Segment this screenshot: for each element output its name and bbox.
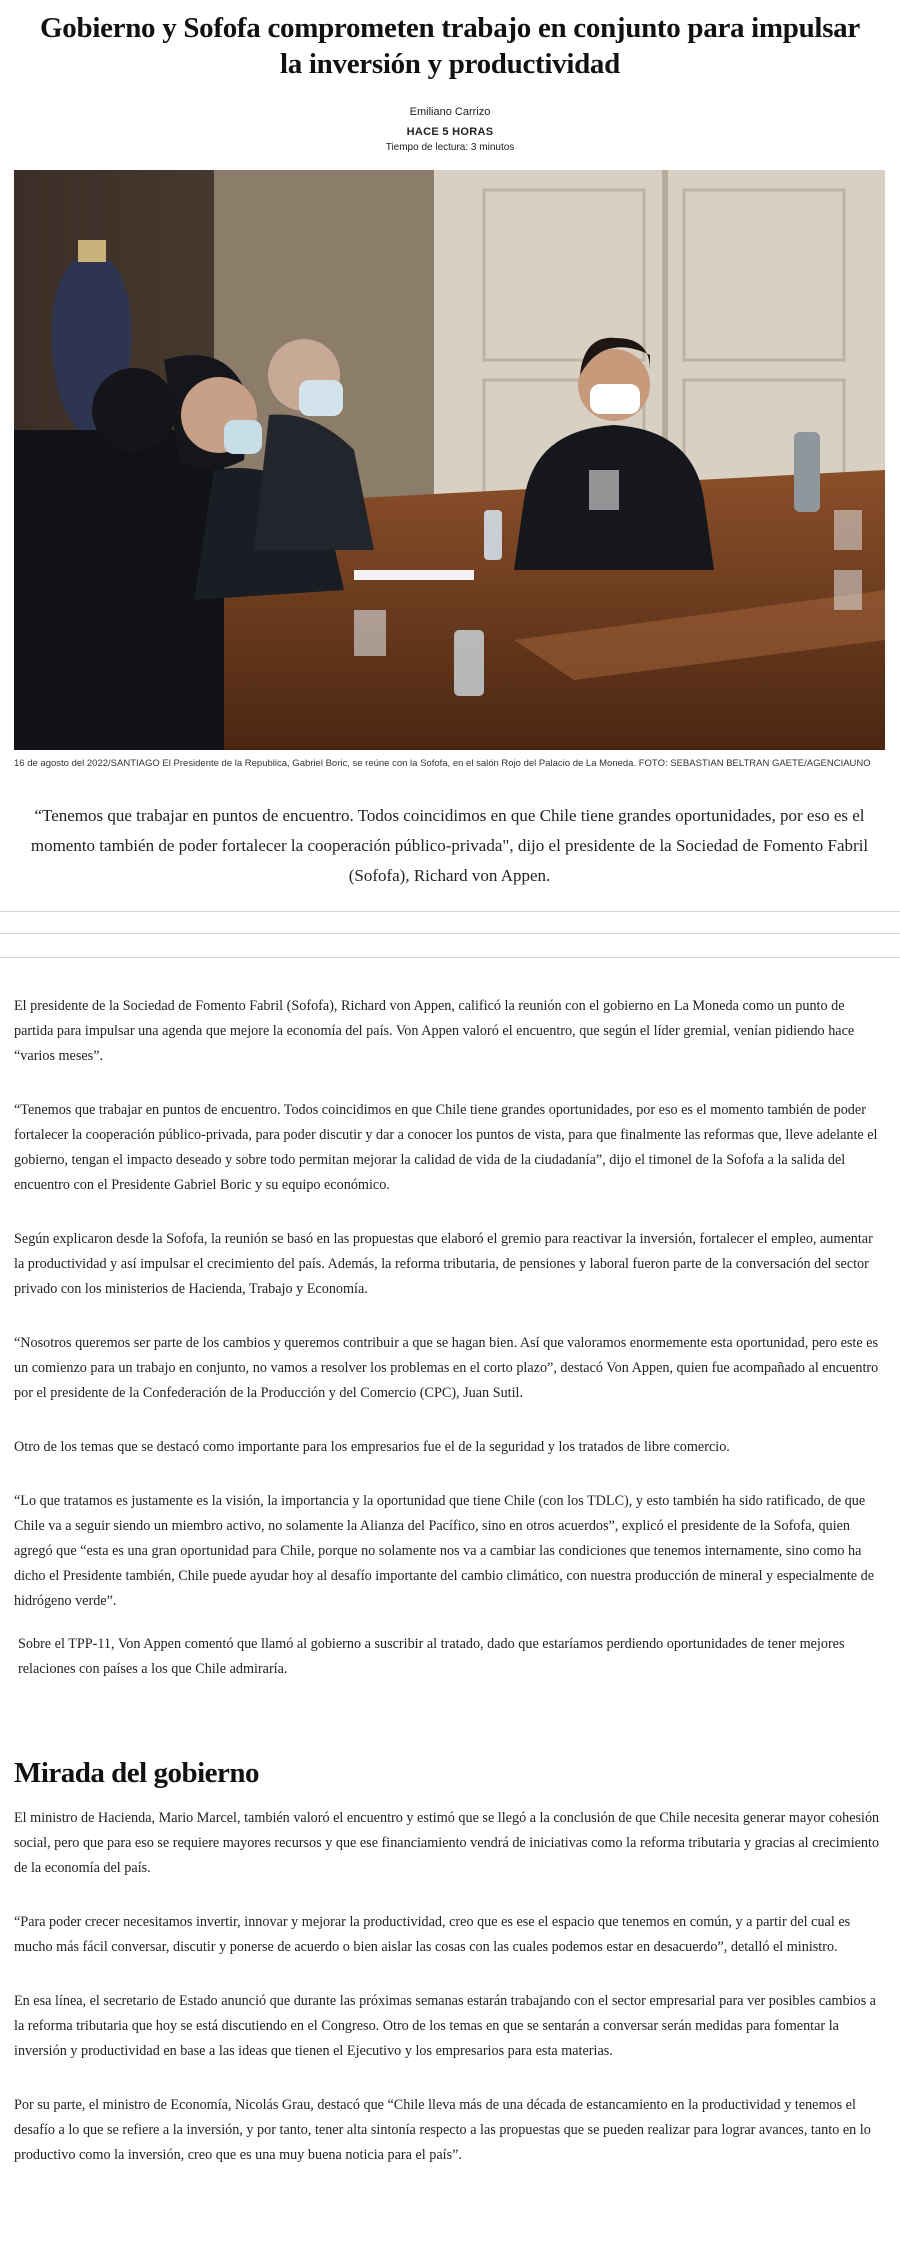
paragraph: En esa línea, el secretario de Estado anunció que durante las próximas semanas estarán trabajando con el sector empresarial para ver posibles cambios a la reforma tributaria que hoy se está discutiendo en el Congreso. Otro de los temas en que se sentarán a conversar serán medidas para fomentar la inversión y productividad en base a las ideas que tienen el Ejecutivo y los empresarios para esta materias.: [14, 1993, 876, 2059]
paragraph: Según explicaron desde la Sofofa, la reunión se basó en las propuestas que elaboró el gremio para reactivar la inversión, fortalecer el empleo, aumentar la productividad y así impulsar el crecimiento del país. Además, la reforma tributaria, de pensiones y laboral fueron parte de la conversación del sector privado con los ministerios de Hacienda, Trabajo y Economía.: [14, 1231, 873, 1297]
reading-time: Tiempo de lectura: 3 minutos: [385, 142, 515, 153]
paragraph: Por su parte, el ministro de Economía, Nicolás Grau, destacó que “Chile lleva más de una década de estancamiento en la productividad y tenemos el desafío a lo que se refiere a la inversión, y por tanto, tener alta sintonía respecto a las propuestas que se pueden realizar para lograr avances, tanto en lo productivo como la inversión, creo que es una muy buena noticia para el país”.: [14, 2097, 871, 2163]
paragraph: “Lo que tratamos es justamente es la visión, la importancia y la oportunidad que tiene Chile (con los TDLC), y esto también ha sido ratificado, de que Chile va a seguir siendo un miembro activo, no solamente la Alianza del Pacífico, sino en otros acuerdos”, explicó el presidente de la Sofofa, quien agregó que “esta es una gran oportunidad para Chile, porque no solamente nos va a cambiar las condiciones que tenemos internamente, sino como ha dicho el Presidente también, Chile puede ayudar hoy al desafío importante del cambio climático, con nuestra producción de mineral y especialmente de hidrógeno verde”.: [14, 1493, 875, 1609]
paragraph: Otro de los temas que se destacó como importante para los empresarios fue el de la seguridad y los tratados de libre comercio.: [14, 1439, 730, 1455]
section-heading: Mirada del gobierno: [14, 1757, 260, 1789]
author-link[interactable]: Emiliano Carrizo: [409, 106, 491, 118]
byline: [0, 106, 900, 153]
divider: [0, 933, 900, 934]
photo-caption: 16 de agosto del 2022/SANTIAGO El Presidente de la Republica, Gabriel Boric, se reúne con la Sofofa, en el salón Rojo del Palacio de La Moneda. FOTO: SEBASTIAN BELTRAN GAETE/AGENCIAUNO: [14, 758, 871, 769]
article-body: [14, 994, 884, 1682]
paragraph: El ministro de Hacienda, Mario Marcel, también valoró el encuentro y estimó que se llegó a la conclusión de que Chile necesita generar mayor cohesión social, pero que para eso se requiere mayores recursos y que ese financiamiento vendrá de iniciativas como la reforma tributaria y gracias al crecimiento de la economía del país.: [14, 1810, 880, 1876]
article-title: Gobierno y Sofofa comprometen trabajo en conjunto para impulsar la inversión y productividad: [40, 12, 860, 80]
divider: [0, 911, 900, 912]
divider: [0, 957, 900, 958]
paragraph: “Nosotros queremos ser parte de los cambios y queremos contribuir a que se hagan bien. Así que valoramos enormemente esta oportunidad, pero este es un comienzo para un trabajo en conjunto, no vamos a resolver los problemas en el corto plazo”, destacó Von Appen, quien fue acompañado al encuentro por el presidente de la Confederación de la Producción y del Comercio (CPC), Juan Sutil.: [14, 1335, 879, 1401]
paragraph: El presidente de la Sociedad de Fomento Fabril (Sofofa), Richard von Appen, calificó la reunión con el gobierno en La Moneda como un punto de partida para impulsar una agenda que mejore la economía del país. Von Appen valoró el encuentro, que según el líder gremial, venían pidiendo hace “varios meses”.: [14, 998, 855, 1064]
article-photo: [14, 170, 885, 750]
paragraph: “Para poder crecer necesitamos invertir, innovar y mejorar la productividad, creo que es ese el espacio que tenemos en común, y a partir del cual es mucho más fácil conversar, discutir y ponerse de acuerdo o bien aislar las cosas con las cuales podemos estar en desacuerdo”, detalló el ministro.: [14, 1914, 851, 1955]
pull-quote: “Tenemos que trabajar en puntos de encuentro. Todos coincidimos en que Chile tiene grandes oportunidades, por eso es el momento también de poder fortalecer la cooperación público-privada", dijo el presidente de la Sociedad de Fomento Fabril (Sofofa), Richard von Appen.: [30, 806, 869, 885]
paragraph: “Tenemos que trabajar en puntos de encuentro. Todos coincidimos en que Chile tiene grandes oportunidades, por eso es el momento también de poder fortalecer la cooperación público-privada, para poder discutir y dar a conocer los puntos de vista, para que finalmente las reformas que, lleve adelante el gobierno, tengan el impacto deseado y sobre todo permitan mejorar la calidad de vida de la ciudadanía”, dijo el timonel de la Sofofa a la salida del encuentro con el Presidente Gabriel Boric y su equipo económico.: [14, 1102, 878, 1193]
article-body-section-2: [14, 1806, 884, 2168]
meeting-photo-illustration: [14, 170, 885, 750]
paragraph: Sobre el TPP-11, Von Appen comentó que llamó al gobierno a suscribir al tratado, dado que estaríamos perdiendo oportunidades de tener mejores relaciones con países a los que Chile admiraría.: [18, 1636, 845, 1677]
published-time: HACE 5 HORAS: [406, 126, 494, 138]
